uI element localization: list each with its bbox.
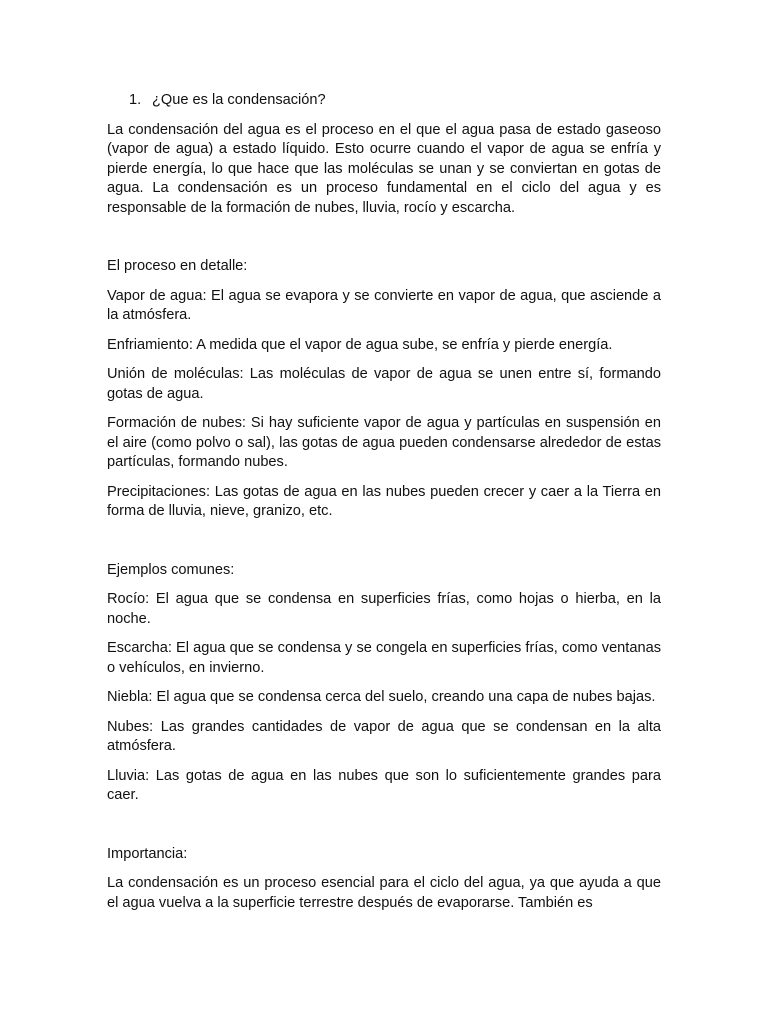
example-item-clouds: Nubes: Las grandes cantidades de vapor de agua que se condensan en la alta atmósfera. — [107, 718, 661, 754]
intro-paragraph: La condensación del agua es el proceso en el que el agua pasa de estado gaseoso (vapor de agua) a estado líquido. Esto ocurre cuando el vapor de agua se enfría y pierde energía, lo que hace que las moléculas se unan y se conviertan en gotas de agua. La condensación es un proceso fundamental en el ciclo del agua y es responsable de la formación de nubes, lluvia, rocío y escarcha. — [107, 121, 661, 216]
example-item-frost: Escarcha: El agua que se condensa y se congela en superficies frías, como ventanas o vehículos, en invierno. — [107, 640, 661, 676]
process-item-precipitation: Precipitaciones: Las gotas de agua en las nubes pueden crecer y caer a la Tierra en forma de lluvia, nieve, granizo, etc. — [107, 483, 661, 519]
process-item-clouds: Formación de nubes: Si hay suficiente vapor de agua y partículas en suspensión en el aire (como polvo o sal), las gotas de agua pueden condensarse alrededor de estas partículas, formando nubes. — [107, 415, 661, 470]
question-item — [107, 91, 661, 111]
list-number: 1. — [129, 92, 142, 108]
blank-line — [107, 228, 661, 257]
process-heading: El proceso en detalle: — [107, 258, 248, 274]
examples-heading: Ejemplos comunes: — [107, 561, 235, 578]
process-item-union: Unión de moléculas: Las moléculas de vapor de agua se unen entre sí, formando gotas de agua. — [107, 366, 661, 402]
example-item-dew: Rocío: El agua que se condensa en superficies frías, como hojas o hierba, en la noche. — [107, 591, 661, 627]
question-text: ¿Que es la condensación? — [152, 92, 326, 108]
example-item-fog: Niebla: El agua que se condensa cerca del suelo, creando una capa de nubes bajas. — [107, 689, 656, 705]
importance-paragraph: La condensación es un proceso esencial para el ciclo del agua, ya que ayuda a que el agua vuelva a la superficie terrestre después de evaporarse. También es — [107, 875, 661, 911]
example-item-rain: Lluvia: Las gotas de agua en las nubes que son lo suficientemente grandes para caer. — [107, 767, 661, 803]
importance-heading: Importancia: — [107, 845, 188, 862]
process-item-vapor: Vapor de agua: El agua se evapora y se convierte en vapor de agua, que asciende a la atmósfera. — [107, 287, 661, 323]
blank-line — [107, 532, 661, 561]
blank-line — [107, 816, 661, 845]
process-item-cooling: Enfriamiento: A medida que el vapor de agua sube, se enfría y pierde energía. — [107, 336, 613, 353]
document-page — [107, 91, 661, 923]
